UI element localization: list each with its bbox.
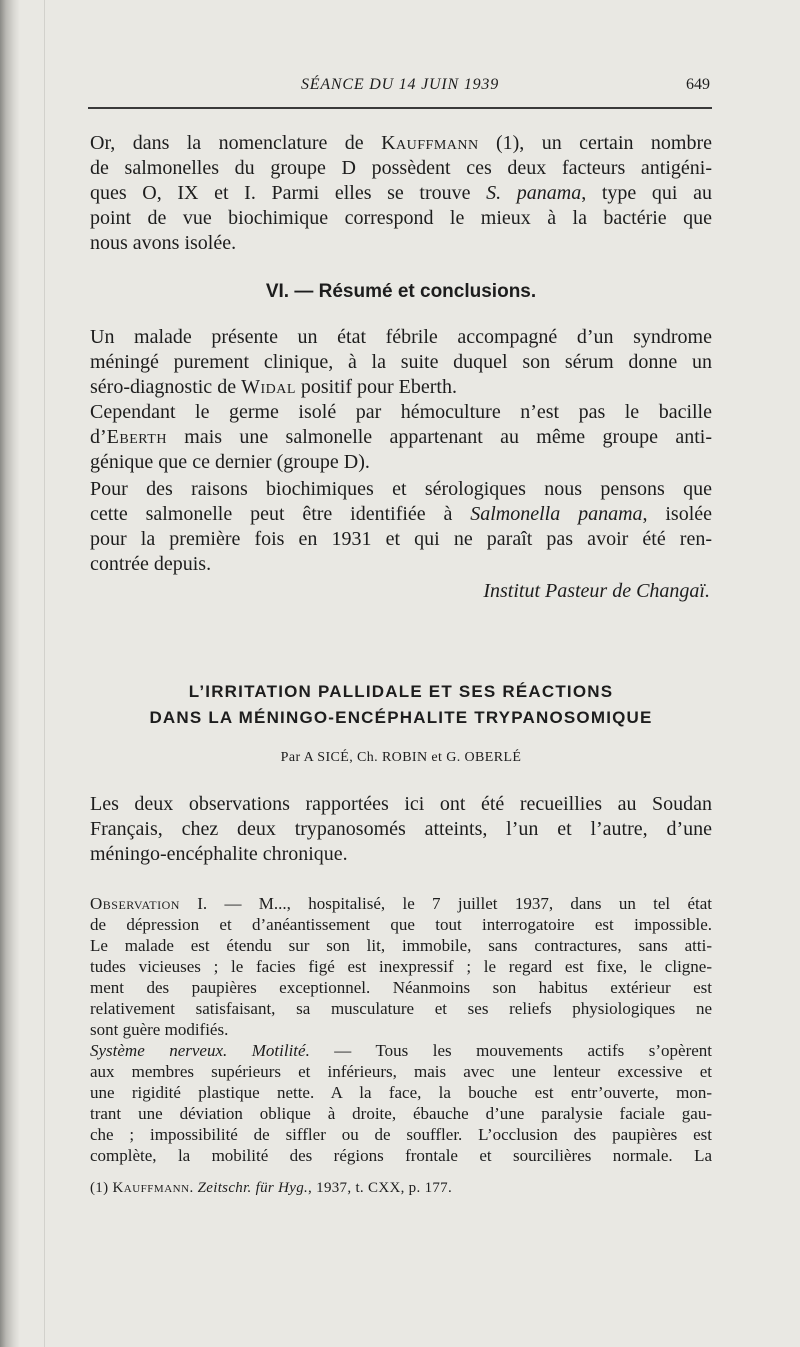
text-line: sont guère modifiés. [90,1020,229,1039]
text-line: Cependant le germe isolé par hémoculture n’est pas le bacille [90,401,712,423]
text-line: de salmonelles du groupe D possèdent ces deux facteurs antigéni- [90,157,712,179]
text-line: génique que ce dernier (groupe D). [90,451,370,473]
text-line: de dépression et d’anéantissement que tout interrogatoire est impossible. [90,915,712,934]
observation-paragraph [90,893,712,1040]
text-line: Un malade présente un état fébrile accompagné d’un syndrome [90,326,712,348]
summary-paragraph-2 [90,400,712,475]
text-line: cette salmonelle peut être identifiée à Salmonella panama, isolée [90,503,713,525]
section-heading: VI. — Résumé et conclusions. [265,281,537,302]
text-line: une rigidité plastique nette. A la face, la bouche est entr’ouverte, mon- [90,1083,712,1102]
article-intro-paragraph [90,792,712,867]
footnote: (1) Kauffmann. Zeitschr. für Hyg., 1937, t. CXX, p. 177. [90,1180,453,1196]
institution-signature: Institut Pasteur de Changaï. [483,580,710,602]
text-line: complète, la mobilité des régions frontale et sourcilières normale. La [90,1146,712,1165]
text-line: Les deux observations rapportées ici ont été recueillies au Soudan [90,793,712,815]
text-line: trant une déviation oblique à droite, ébauche d’une paralysie faciale gau- [90,1104,712,1123]
summary-paragraph-3 [90,477,712,577]
text-line: Observation I. — M..., hospitalisé, le 7 juillet 1937, dans un tel état [90,894,712,913]
text-line: point de vue biochimique correspond le mieux à la bactérie que [90,207,712,229]
text-line: tudes vicieuses ; le facies figé est inexpressif ; le regard est fixe, le cligne- [90,957,712,976]
text-line: pour la première fois en 1931 et qui ne paraît pas avoir été ren- [90,528,712,550]
running-head [88,76,712,102]
text-line: nous avons isolée. [90,232,237,254]
header-rule [88,107,712,109]
text-line: ques O, IX et I. Parmi elles se trouve S. panama, type qui au [90,182,712,204]
text-line: méningo-encéphalite chronique. [90,843,348,865]
text-line: Système nerveux. Motilité. — Tous les mouvements actifs s’opèrent [90,1041,712,1060]
text-line: Pour des raisons biochimiques et sérologiques nous pensons que [90,478,712,500]
text-line: che ; impossibilité de siffler ou de souffler. L’occlusion des paupières est [90,1125,712,1144]
intro-paragraph [90,131,712,256]
article-title-line-1: L’IRRITATION PALLIDALE ET SES RÉACTIONS [188,682,614,701]
summary-paragraph-1 [90,325,712,400]
nervous-system-paragraph [90,1040,712,1166]
text-line: Or, dans la nomenclature de Kauffmann (1), un certain nombre [90,132,712,154]
text-line: Français, chez deux trypanosomés atteints, l’un et l’autre, d’une [90,818,712,840]
text-line: d’Eberth mais une salmonelle appartenant au même groupe anti- [90,426,712,448]
text-line: Le malade est étendu sur son lit, immobile, sans contractures, sans atti- [90,936,712,955]
text-line: contrée depuis. [90,553,212,575]
running-head-title: SÉANCE DU 14 JUIN 1939 [300,76,500,93]
article-authors: Par A SICÉ, Ch. ROBIN et G. OBERLÉ [280,750,522,765]
text-line: séro-diagnostic de Widal positif pour Eberth. [90,376,457,398]
text-line: ment des paupières exceptionnel. Néanmoins son habitus extérieur est [90,978,712,997]
text-line: relativement satisfaisant, sa musculature et ses reliefs physiologiques ne [90,999,712,1018]
page-number: 649 [686,76,710,93]
article-title-line-2: DANS LA MÉNINGO-ENCÉPHALITE TRYPANOSOMIQUE [149,708,653,727]
text-line: méningé purement clinique, à la suite duquel son sérum donne un [90,351,712,373]
text-line: aux membres supérieurs et inférieurs, mais avec une lenteur excessive et [90,1062,712,1081]
